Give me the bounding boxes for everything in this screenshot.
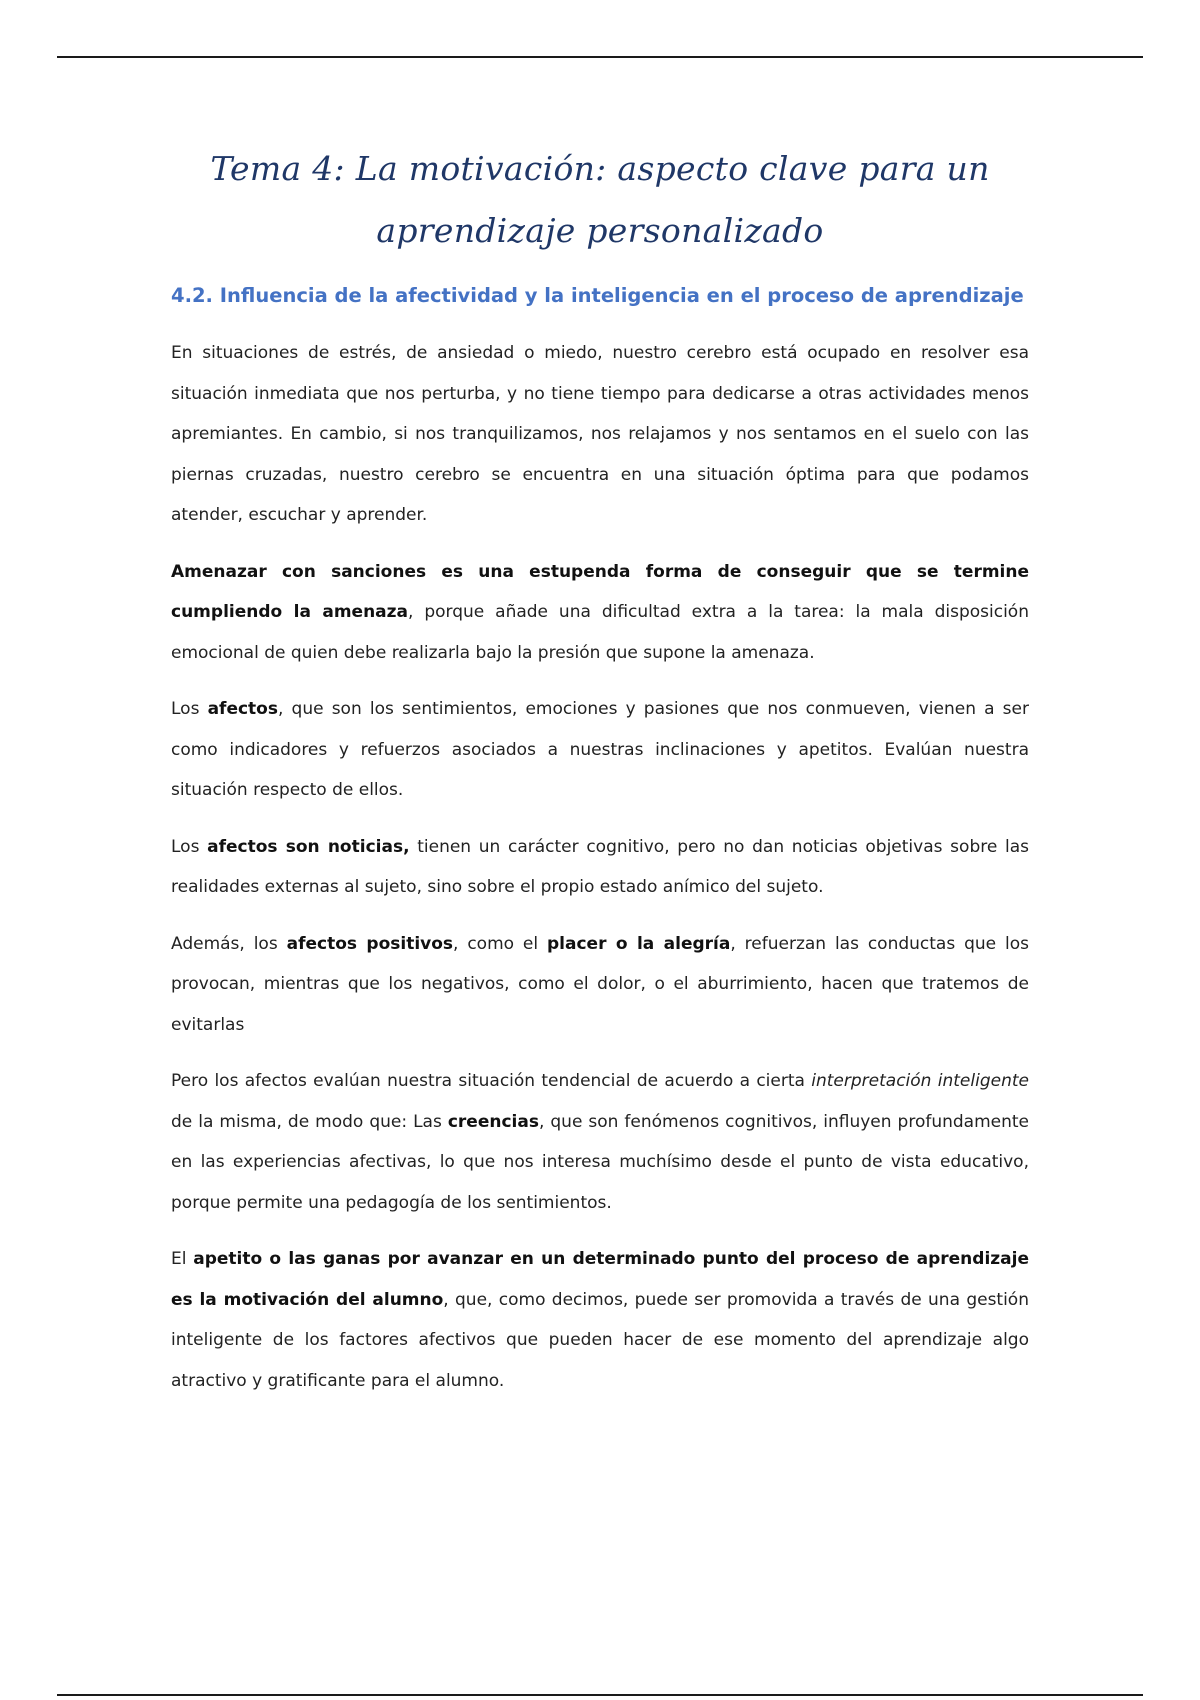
- bold-text: afectos positivos: [286, 933, 454, 954]
- bold-text: afectos son noticias,: [207, 836, 410, 857]
- section-heading: 4.2. Influencia de la afectividad y la inteligencia en el proceso de aprendizaje: [171, 284, 1024, 307]
- header-rule: [57, 56, 1143, 58]
- bold-text: creencias: [447, 1111, 539, 1132]
- bold-text: afectos: [207, 699, 278, 719]
- bold-text: placer o la alegría: [547, 933, 731, 954]
- page-title: [150, 138, 1050, 262]
- paragraph-2: Amenazar con sanciones es una estupenda forma de conseguir que se termine cumpliendo la amenaza, porque añade una dificultad extra a la tarea: la mala disposición emocional de quien debe realizarla bajo la presión que supone la amenaza.: [171, 561, 1029, 663]
- bold-text: apetito o las ganas por avanzar en un determinado punto del proceso de aprendizaje es la motivación del alumno: [171, 1249, 1029, 1310]
- title-line-1: Tema 4: La motivación: aspecto clave para un: [210, 149, 990, 188]
- title-line-2: aprendizaje personalizado: [376, 211, 824, 250]
- paragraph-4: Los afectos son noticias, tienen un carácter cognitivo, pero no dan noticias objetivas sobre las realidades externas al sujeto, sino sobre el propio estado anímico del sujeto.: [171, 836, 1029, 897]
- bold-text: Amenazar con sanciones es una estupenda forma de conseguir que se termine cumpliendo la amenaza: [171, 561, 1029, 622]
- paragraph-6: Pero los afectos evalúan nuestra situación tendencial de acuerdo a cierta interpretación inteligente de la misma, de modo que: Las creencias, que son fenómenos cognitivos, influyen profundamente en las experiencias afectivas, lo que nos interesa muchísimo desde el punto de vista educativo, porque permite una pedagogía de los sentimientos.: [171, 1071, 1030, 1213]
- italic-text: interpretación inteligente: [811, 1071, 1029, 1091]
- document-body: [171, 333, 1029, 1417]
- footer-rule: [57, 1694, 1143, 1696]
- paragraph-7: El apetito o las ganas por avanzar en un determinado punto del proceso de aprendizaje es la motivación del alumno, que, como decimos, puede ser promovida a través de una gestión inteligente de los factores afectivos que pueden hacer de ese momento del aprendizaje algo atractivo y gratificante para el alumno.: [171, 1249, 1029, 1391]
- paragraph-5: Además, los afectos positivos, como el placer o la alegría, refuerzan las conductas que los provocan, mientras que los negativos, como el dolor, o el aburrimiento, hacen que tratemos de evitarlas: [171, 933, 1030, 1035]
- paragraph-1: En situaciones de estrés, de ansiedad o miedo, nuestro cerebro está ocupado en resolver esa situación inmediata que nos perturba, y no tiene tiempo para dedicarse a otras actividades menos apremiantes. En cambio, si nos tranquilizamos, nos relajamos y nos sentamos en el suelo con las piernas cruzadas, nuestro cerebro se encuentra en una situación óptima para que podamos atender, escuchar y aprender.: [171, 343, 1029, 525]
- paragraph-3: Los afectos, que son los sentimientos, emociones y pasiones que nos conmueven, vienen a ser como indicadores y refuerzos asociados a nuestras inclinaciones y apetitos. Evalúan nuestra situación respecto de ellos.: [171, 699, 1029, 800]
